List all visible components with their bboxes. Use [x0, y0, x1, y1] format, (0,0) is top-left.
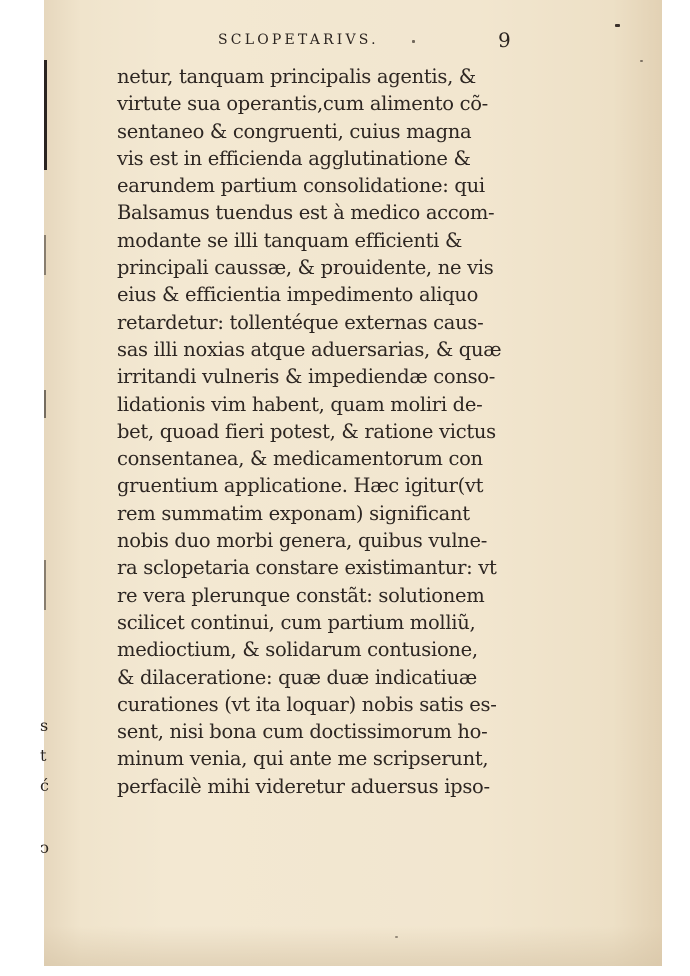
ink-speck — [615, 24, 620, 27]
running-title: SCLOPETARIVS. — [218, 32, 379, 48]
text-line: gruentium applicatione. Hæc igitur(vt — [117, 474, 484, 498]
binding-edge-mark — [44, 235, 46, 275]
binding-edge-mark — [44, 390, 46, 418]
ink-speck — [640, 60, 643, 62]
text-line: netur, tanquam principalis agentis, & — [117, 65, 476, 88]
text-line: bet, quoad fieri potest, & ratione victus — [117, 419, 496, 443]
text-line: vis est in efficienda agglutinatione & — [117, 146, 471, 170]
ink-speck — [412, 40, 415, 43]
margin-glyph: ͻ — [40, 838, 49, 857]
text-line: & dilaceratione: quæ duæ indicatiuæ — [117, 665, 477, 689]
text-line: minum venia, qui ante me scripserunt, — [117, 747, 489, 771]
text-line: irritandi vulneris & impediendæ conso- — [117, 365, 496, 389]
binding-edge-mark — [44, 560, 46, 610]
text-line: consentanea, & medicamentorum con — [117, 447, 483, 471]
ink-speck — [395, 936, 398, 938]
text-line: ra sclopetaria constare existimantur: vt — [117, 556, 497, 580]
text-line: virtute sua operantis,cum alimento cõ- — [117, 92, 488, 116]
margin-glyph: ć — [40, 776, 49, 795]
page-header — [0, 28, 690, 56]
text-line: medioctium, & solidarum contusione, — [117, 638, 478, 662]
binding-edge-mark — [44, 60, 47, 170]
text-line: modante se illi tanquam efficienti & — [117, 228, 463, 252]
text-line: principali caussæ, & prouidente, ne vis — [117, 256, 494, 280]
text-line: sentaneo & congruenti, cuius magna — [117, 119, 472, 143]
text-line: scilicet continui, cum partium molliũ, — [117, 610, 476, 634]
margin-glyph: s — [40, 716, 49, 735]
text-line: retardetur: tollentéque externas caus- — [117, 310, 484, 334]
text-line: rem summatim exponam) significant — [117, 501, 470, 525]
text-line: lidationis vim habent, quam moliri de- — [117, 392, 483, 416]
text-line: Balsamus tuendus est à medico accom- — [117, 201, 495, 225]
page-number: 9 — [498, 28, 511, 52]
text-line: perfacilè mihi videretur aduersus ipso- — [117, 774, 490, 798]
margin-glyph: t — [40, 746, 47, 765]
text-line: eius & efficientia impedimento aliquo — [117, 283, 479, 307]
body-text — [117, 63, 517, 800]
text-line: earundem partium consolidatione: qui — [117, 174, 485, 198]
text-line: sent, nisi bona cum doctissimorum ho- — [117, 720, 488, 744]
text-line: sas illi noxias atque aduersarias, & quæ — [117, 337, 502, 361]
text-line: nobis duo morbi genera, quibus vulne- — [117, 529, 488, 553]
left-margin-background — [0, 0, 47, 976]
text-line: re vera plerunque constãt: solutionem — [117, 583, 485, 607]
text-line: curationes (vt ita loquar) nobis satis es- — [117, 692, 497, 716]
